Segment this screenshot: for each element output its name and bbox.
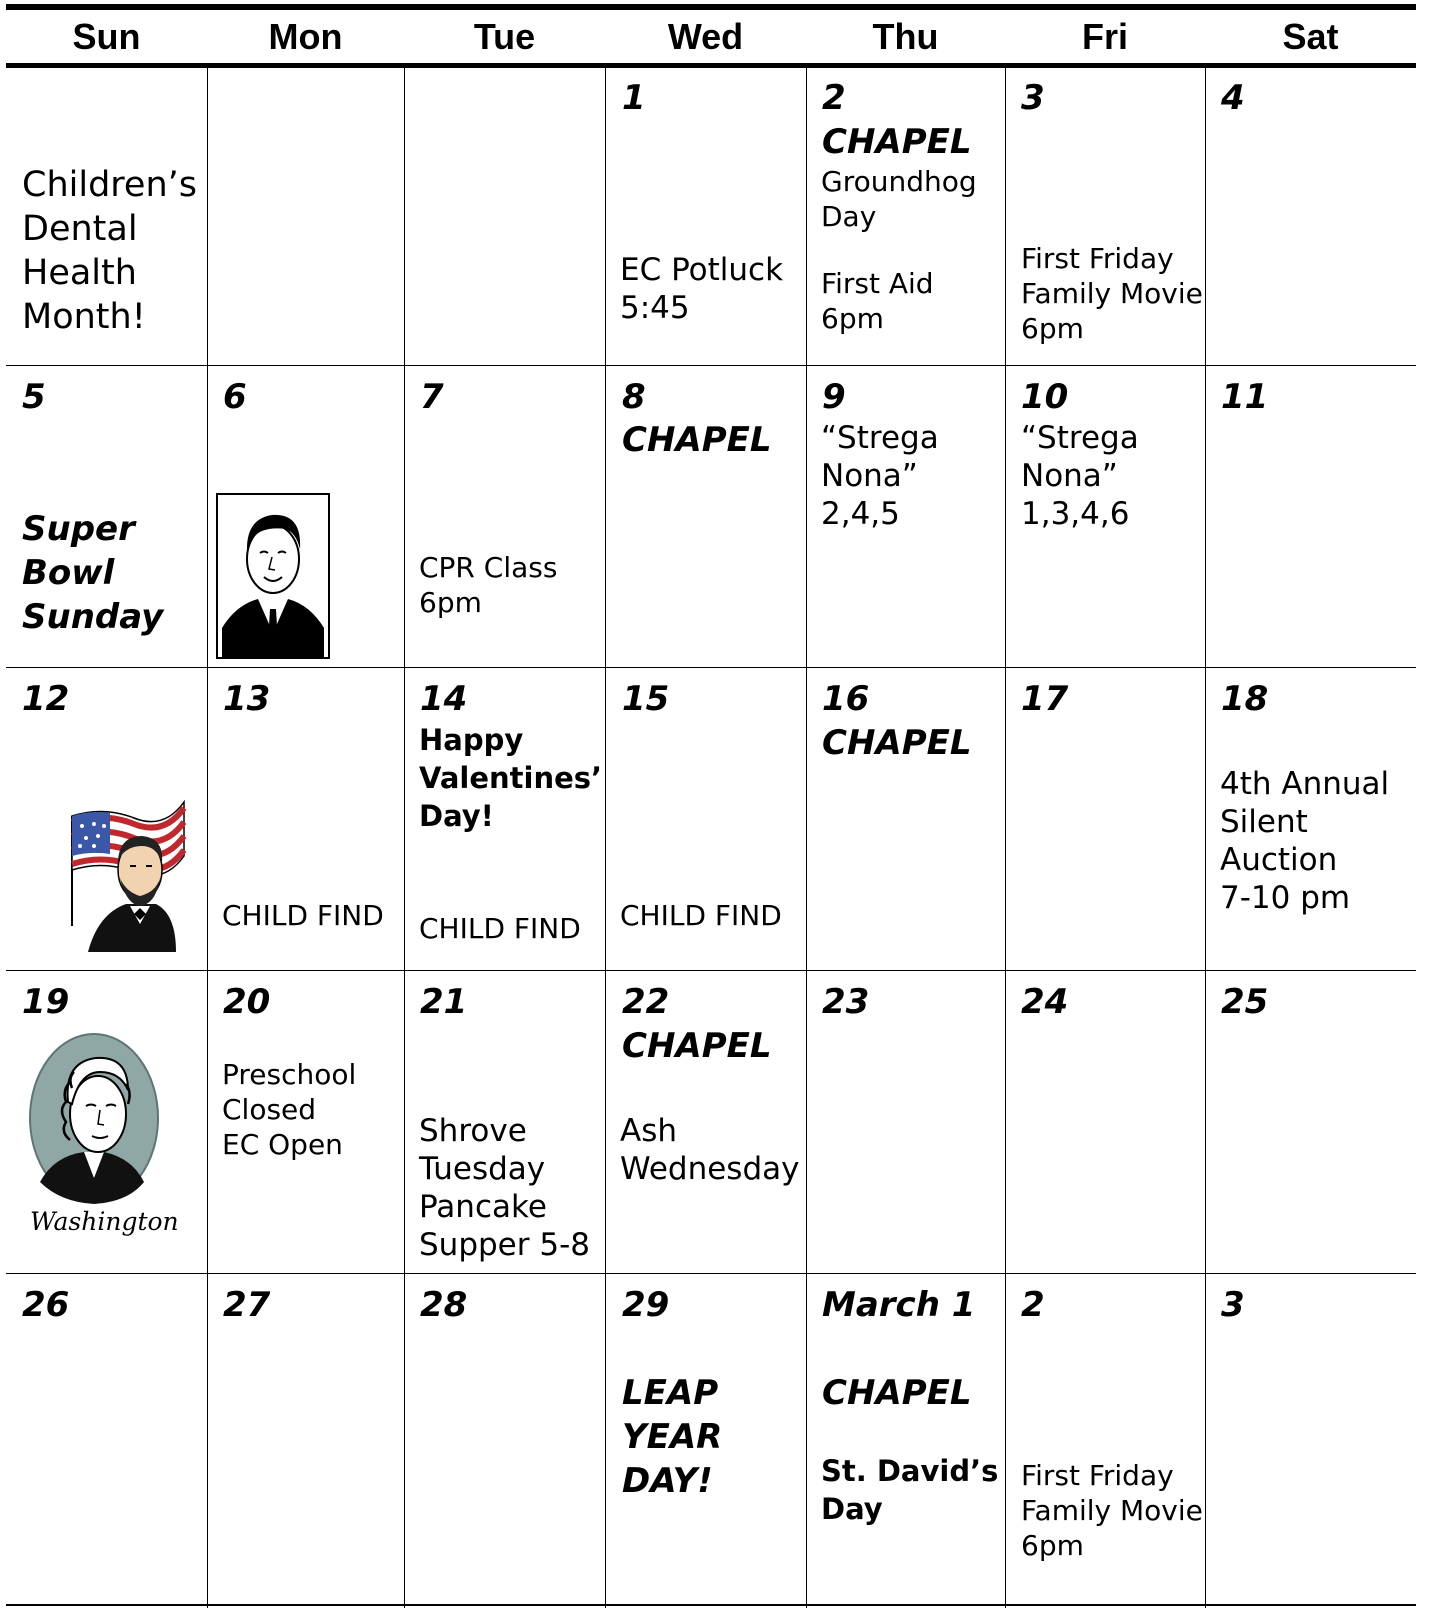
day-number: 29 [622,1285,670,1325]
day-number: 7 [420,377,444,417]
event-note: Shrove Tuesday Pancake Supper 5-8 [419,1113,590,1263]
day-number: 11 [1221,377,1269,417]
event-note: CPR Class 6pm [419,551,558,619]
grid-line [6,365,1416,366]
chapel-label: CHAPEL [822,122,972,162]
day-number: 24 [1021,982,1069,1022]
day-number: 9 [822,377,846,417]
grid-line [1205,68,1206,1608]
day-number: 17 [1021,679,1069,719]
event-note: Super Bowl Sunday [22,509,164,637]
day-number: 18 [1221,679,1269,719]
day-number: 2 [822,78,846,118]
day-number: 4 [1221,78,1245,118]
washington-caption: Washington [30,1207,179,1236]
weekday-header-thu: Thu [872,16,939,57]
event-note: CHILD FIND [419,912,581,945]
dental-month-note: Children’s Dental Health Month! [22,165,197,337]
day-number: 16 [822,679,870,719]
event-note: Happy Valentines’ Day! [419,723,603,833]
weekday-header-fri: Fri [1081,16,1128,57]
grid-line [605,68,606,1608]
grid-line [6,1273,1416,1274]
weekday-header-mon: Mon [268,16,343,57]
event-note: “Strega Nona” 2,4,5 [821,420,939,532]
event-note: “Strega Nona” 1,3,4,6 [1021,420,1139,532]
event-note: CHILD FIND [620,899,782,932]
event-note: St. David’s Day [821,1454,999,1526]
chapel-label: CHAPEL [822,1373,972,1413]
event-note: First Aid 6pm [821,267,934,335]
day-number: 19 [22,982,70,1022]
day-number: 20 [223,982,271,1022]
grid-line [404,68,405,1608]
event-note: EC Potluck 5:45 [620,252,784,326]
weekday-header-sat: Sat [1282,16,1339,57]
day-number: 3 [1221,1285,1245,1325]
day-number: March 1 [822,1285,976,1325]
chapel-label: CHAPEL [622,420,772,460]
reagan-portrait-icon [216,493,330,659]
day-number: 2 [1021,1285,1045,1325]
event-note: Groundhog Day [821,165,977,233]
chapel-label: CHAPEL [822,723,972,763]
day-number: 22 [622,982,670,1022]
day-number: 21 [420,982,468,1022]
day-number: 1 [622,78,646,118]
day-number: 26 [22,1285,70,1325]
chapel-label: CHAPEL [622,1026,772,1066]
weekday-header-wed: Wed [667,16,744,57]
grid-line [6,970,1416,971]
event-note: CHILD FIND [222,899,384,932]
top-rule [6,4,1416,10]
day-number: 5 [22,377,46,417]
day-number: 10 [1021,377,1069,417]
grid-line [6,667,1416,668]
day-number: 25 [1221,982,1269,1022]
day-number: 27 [223,1285,271,1325]
day-number: 28 [420,1285,468,1325]
day-number: 12 [22,679,70,719]
event-note: First Friday Family Movie 6pm [1021,242,1203,345]
event-note: 4th Annual Silent Auction 7-10 pm [1220,766,1390,916]
day-number: 6 [223,377,247,417]
washington-portrait-icon [28,1032,162,1214]
day-number: 8 [622,377,646,417]
day-number: 23 [822,982,870,1022]
event-note: Preschool Closed EC Open [222,1058,357,1161]
grid-line [207,68,208,1608]
day-number: 13 [223,679,271,719]
day-number: 3 [1021,78,1045,118]
grid-line [806,68,807,1608]
weekday-header-sun: Sun [72,16,141,57]
event-note: Ash Wednesday [620,1113,800,1187]
day-number: 14 [420,679,468,719]
weekday-header-tue: Tue [473,16,536,57]
event-note: First Friday Family Movie 6pm [1021,1459,1203,1562]
grid-line [1005,68,1006,1608]
lincoln-flag-icon [64,796,188,952]
leap-year-note: LEAP YEAR DAY! [622,1373,723,1501]
day-number: 15 [622,679,670,719]
